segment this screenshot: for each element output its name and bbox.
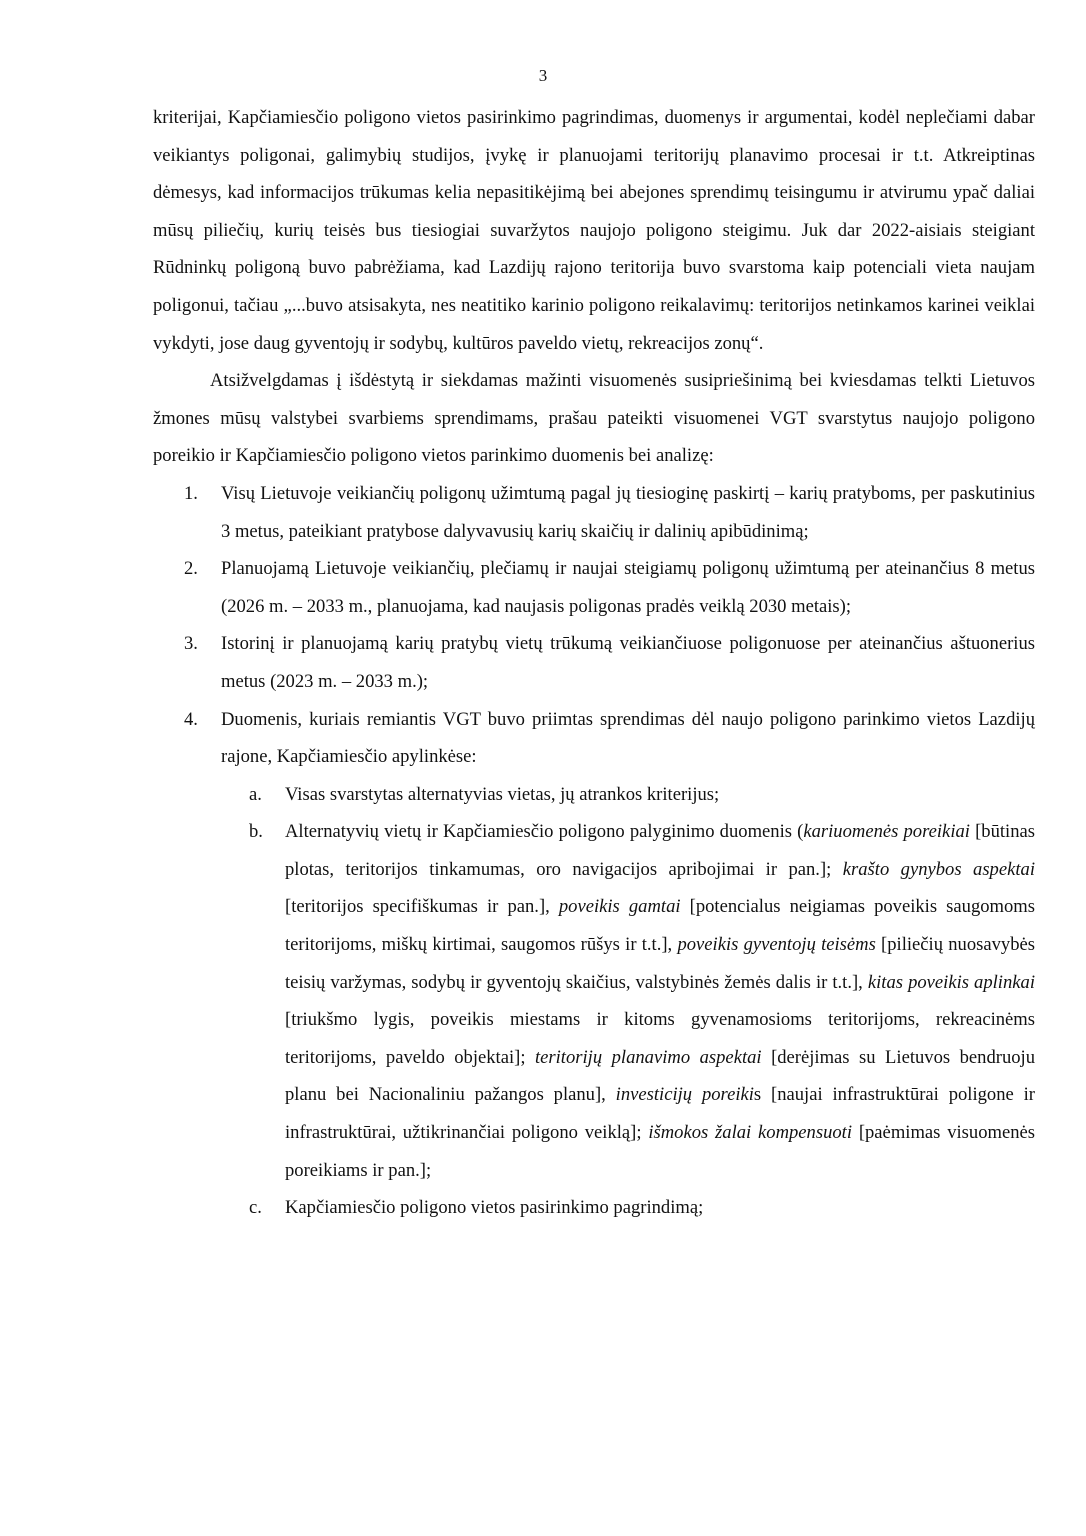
sublist-text-segment: [potencialus neigiamas poveikis saugomoms teritorijoms, miškų kirtimai, saugomos rūšys ir t.t.], <box>285 896 1035 956</box>
sublist-item-letter: b. <box>249 821 263 843</box>
sublist-text-segment: [būtinas plotas, teritorijos tinkamumas, oro navigacijos apribojimai ir pan.]; <box>285 821 1036 880</box>
list-item-text: Visų Lietuvoje veikiančių poligonų užimtumą pagal jų tiesioginę paskirtį – karių pratyboms, per paskutinius 3 metus, pateikiant pratybose dalyvavusių karių skaičių ir dalinių apibūdinimą; <box>221 482 1035 542</box>
sublist-text-segment: [triukšmo lygis, poveikis miestams ir kitoms gyvenamosioms teritorijoms, rekreacinėms teritorijoms, paveldo objektai]; <box>285 1009 1035 1068</box>
numbered-list <box>153 475 1035 1227</box>
sublist-text-segment: Alternatyvių vietų ir Kapčiamiesčio poligono palyginimo duomenis ( <box>285 821 804 843</box>
list-item-text: Istorinį ir planuojamą karių pratybų vietų trūkumą veikiančiuose poligonuose per ateinančius aštuonerius metus (2023 m. – 2033 m.); <box>221 633 1035 692</box>
sublist-item-letter: c. <box>249 1197 262 1219</box>
sublist-text-segment: [paėmimas visuomenės poreikiams ir pan.]; <box>285 1122 1035 1181</box>
list-item-number: 3. <box>184 633 198 655</box>
page-number: 3 <box>538 66 548 85</box>
document-body <box>153 99 1035 1227</box>
italic-term: krašto gynybos aspektai <box>842 858 1035 880</box>
sublist-text-segment: [teritorijos specifiškumas ir pan.], <box>285 896 559 918</box>
sublist-text-segment: [piliečių nuosavybės teisių varžymas, sodybų ir gyventojų skaičius, valstybinės žemės dalis ir t.t.], <box>285 934 1035 993</box>
sublist-text-segment: s [naujai infrastruktūrai poligone ir infrastruktūrai, užtikrinančiai poligono veiklą]; <box>285 1084 1035 1144</box>
list-item-number: 1. <box>184 482 198 504</box>
list-item <box>153 701 1035 1227</box>
italic-term: kariuomenės poreikiai <box>803 821 970 843</box>
list-item <box>153 475 1035 550</box>
lettered-sublist <box>221 776 1035 1227</box>
sublist-item-text: Visas svarstytas alternatyvias vietas, jų atrankos kriterijus; <box>285 783 720 805</box>
italic-term: išmokos žalai kompensuoti <box>648 1122 853 1144</box>
paragraph-continuation: kriterijai, Kapčiamiesčio poligono vietos pasirinkimo pagrindimas, duomenys ir argumentai, kodėl neplečiami dabar veikiantys poligonai, galimybių studijos, įvykę ir planuojami teritorijų planavimo procesai ir t.t. Atkreiptinas dėmesys, kad informacijos trūkumas kelia nepasitikėjimą bei abejones sprendimų teisingumu ir atvirumu ypač daliai mūsų piliečių, kurių teisės bus tiesiogiai suvaržytos naujojo poligono steigimu. Juk dar 2022-aisiais steigiant Rūdninkų poligoną buvo pabrėžiama, kad Lazdijų rajono teritorija buvo svarstoma kaip potenciali vieta naujam poligonui, tačiau „...buvo atsisakyta, nes neatitiko karinio poligono reikalavimų: teritorijos netinkamos karinei veiklai vykdyti, jose daug gyventojų ir sodybų, kultūros paveldo vietų, rekreacijos zonų“. <box>153 107 1035 354</box>
italic-term: kitas poveikis aplinkai <box>867 971 1035 993</box>
italic-term: teritorijų planavimo aspektai <box>534 1046 762 1068</box>
list-item-number: 4. <box>184 708 198 730</box>
sublist-item <box>221 776 1035 814</box>
sublist-item <box>221 1189 1035 1227</box>
list-item-number: 2. <box>184 558 198 580</box>
sublist-item <box>221 813 1035 1189</box>
sublist-item-text: Kapčiamiesčio poligono vietos pasirinkimo pagrindimą; <box>285 1197 704 1219</box>
paragraph-request: Atsižvelgdamas į išdėstytą ir siekdamas mažinti visuomenės susipriešinimą bei kviesdamas telkti Lietuvos žmones mūsų valstybei svarbiems sprendimams, prašau pateikti visuomenei VGT svarstytus naujojo poligono poreikio ir Kapčiamiesčio poligono vietos parinkimo duomenis bei analizę: <box>153 370 1035 467</box>
sublist-item-letter: a. <box>249 783 262 805</box>
italic-term: poveikis gyventojų teisėms <box>677 934 876 956</box>
list-item <box>153 625 1035 700</box>
italic-term: investicijų poreiki <box>615 1084 754 1106</box>
list-item-text: Duomenis, kuriais remiantis VGT buvo priimtas sprendimas dėl naujo poligono parinkimo vietos Lazdijų rajone, Kapčiamiesčio apylinkėse: <box>221 708 1035 768</box>
list-item-text: Planuojamą Lietuvoje veikiančių, plečiamų ir naujai steigiamų poligonų užimtumą per ateinančius 8 metus (2026 m. – 2033 m., planuojama, kad naujasis poligonas pradės veiklą 2030 metais); <box>221 558 1035 617</box>
sublist-text-segment: [derėjimas su Lietuvos bendruoju planu bei Nacionaliniu pažangos planu], <box>285 1046 1035 1106</box>
italic-term: poveikis gamtai <box>558 896 681 918</box>
list-item <box>153 550 1035 625</box>
